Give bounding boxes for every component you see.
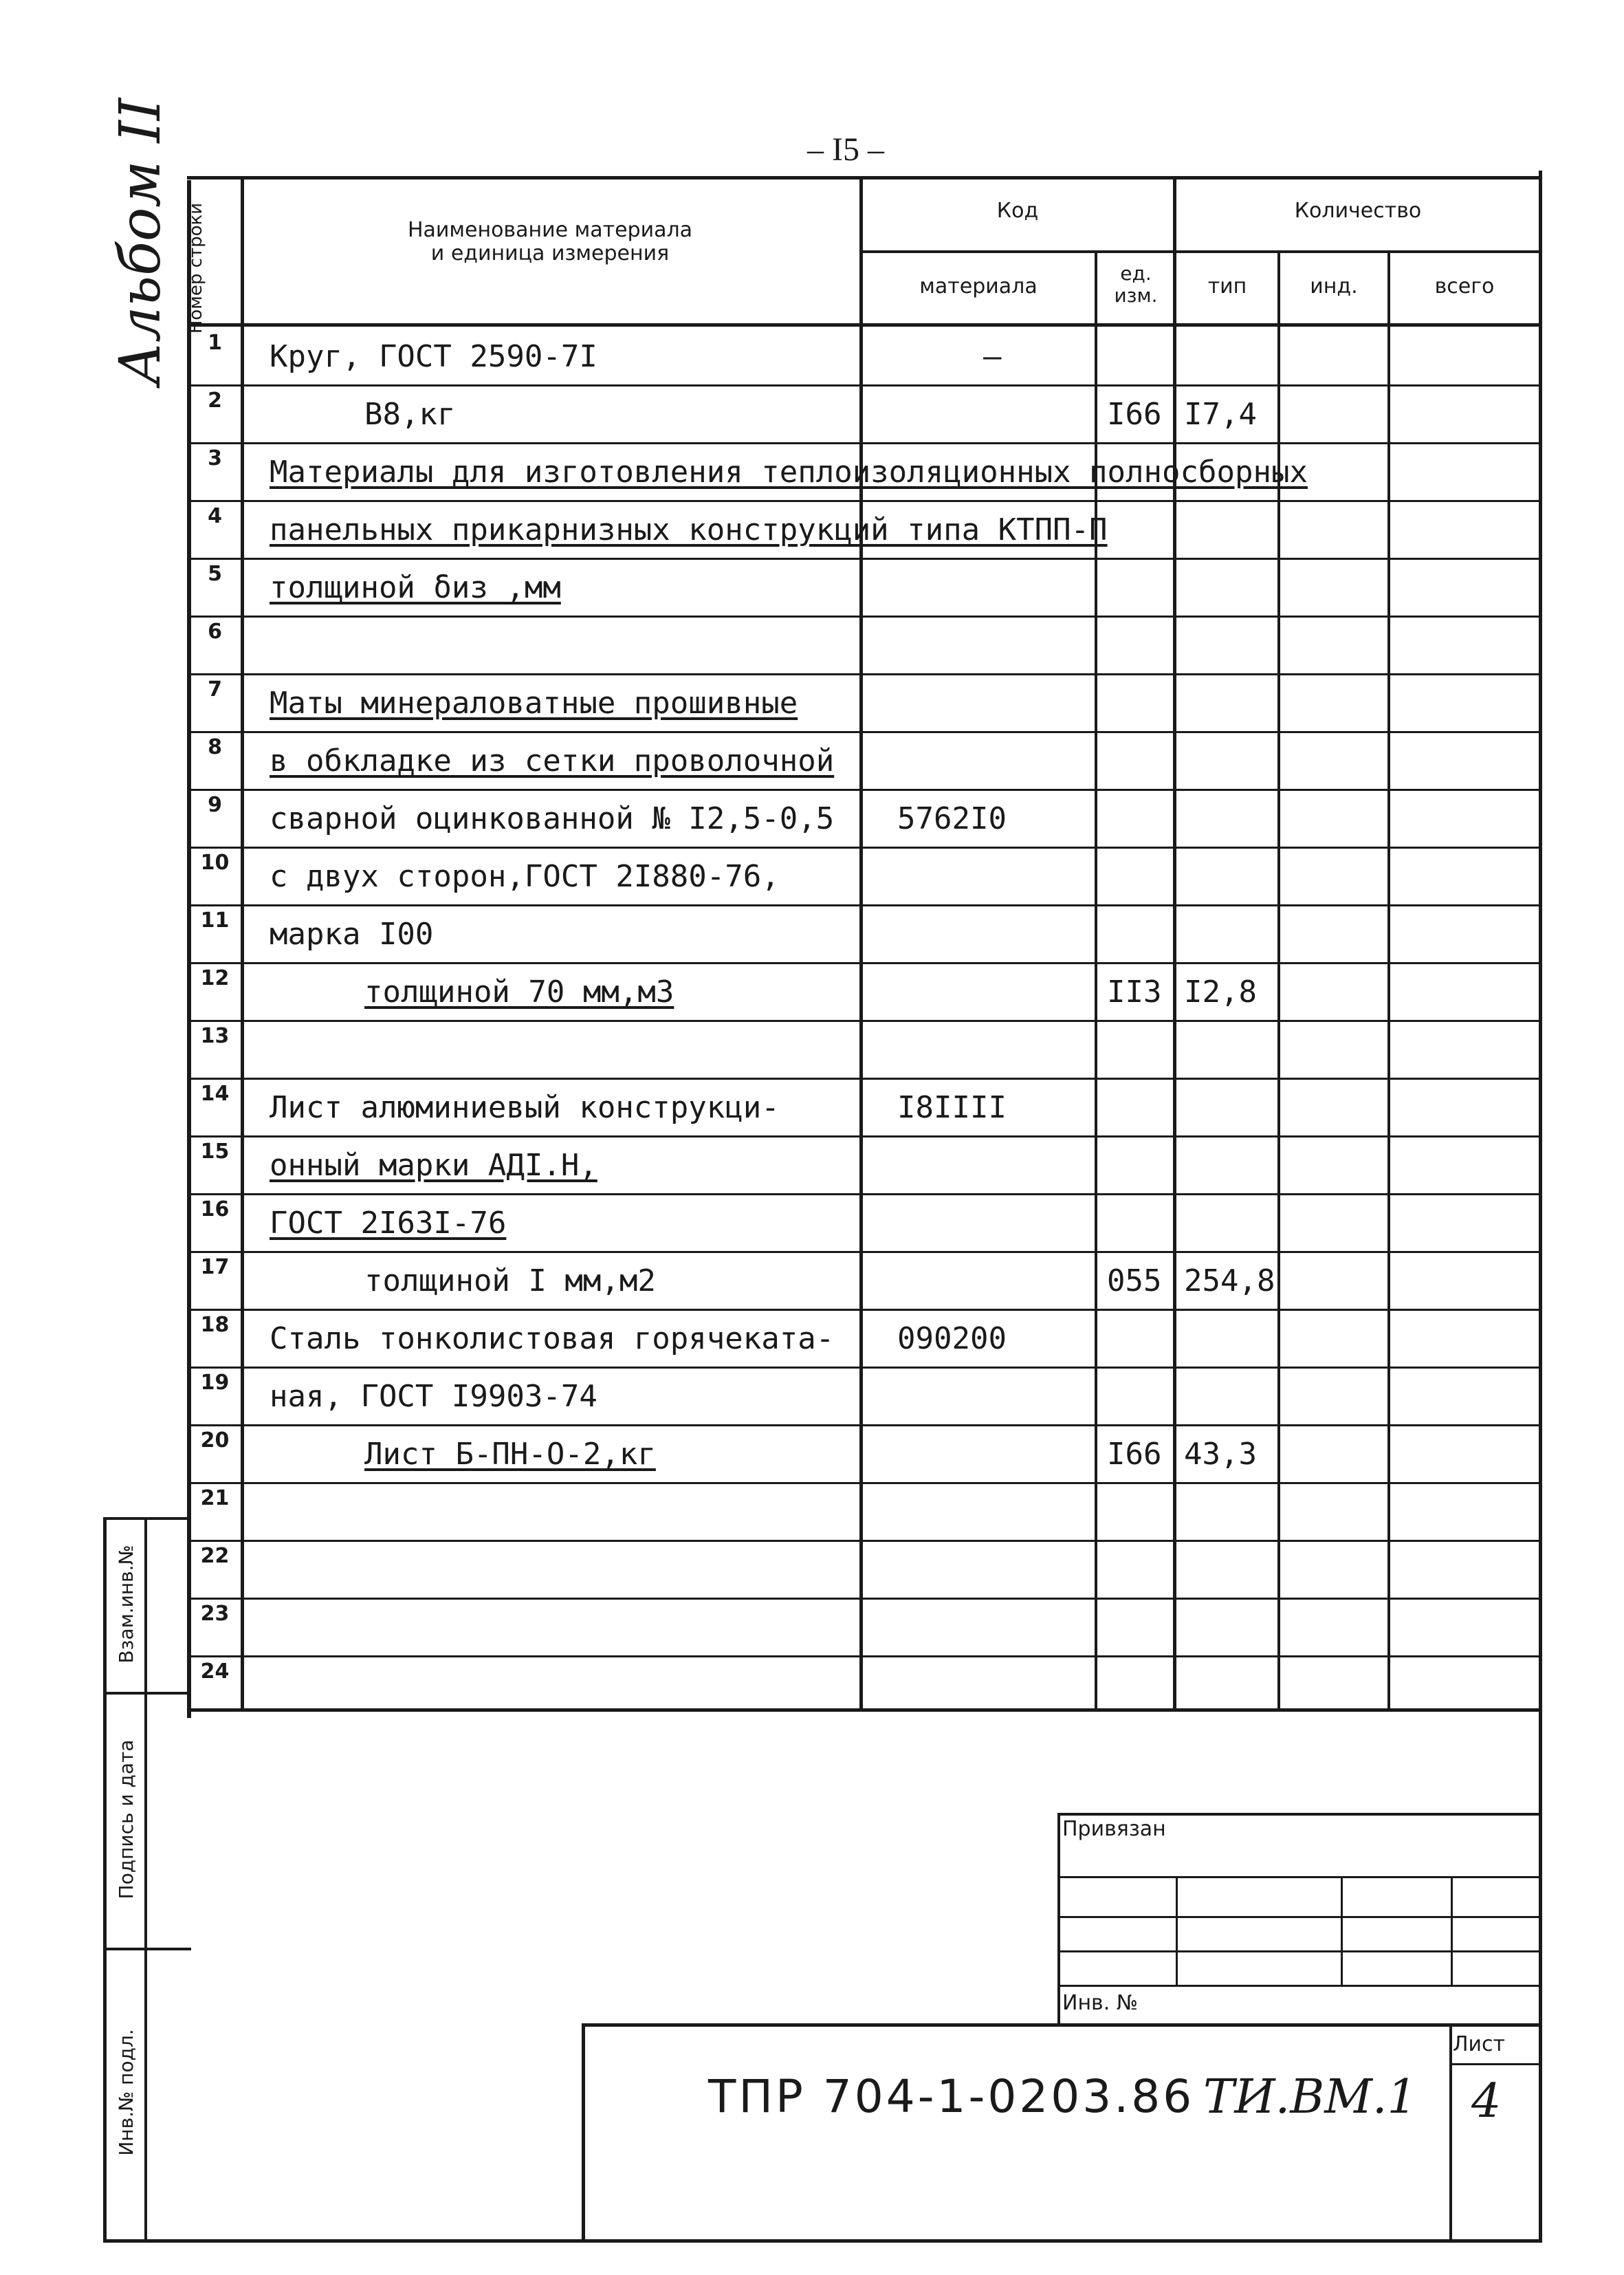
row-line [187, 1020, 1541, 1022]
header-qty-type: тип [1207, 274, 1247, 298]
material-name: толщиной δиз ,мм [270, 570, 561, 605]
material-name: Лист Б-ПН-О-2,кг [364, 1437, 656, 1472]
material-name: с двух сторон,ГОСТ 2I880-76, [270, 859, 780, 894]
material-code: – [983, 339, 1002, 374]
row-number: 14 [200, 1082, 230, 1106]
row-number: 15 [200, 1140, 230, 1164]
material-code: 5762I0 [897, 801, 1007, 836]
stamp-line-4 [1059, 1950, 1540, 1952]
qty-type: 254,8 [1184, 1263, 1275, 1298]
row-number: 5 [208, 562, 222, 586]
stamp-line-5 [1059, 1985, 1540, 1987]
stamp-line-2 [1059, 1876, 1540, 1878]
row-line [187, 1193, 1541, 1195]
row-number: 11 [200, 908, 230, 933]
header-name: Наименование материала и единица измерения [407, 218, 693, 265]
material-name: Круг, ГОСТ 2590-7I [270, 339, 597, 374]
header-qty-group: Количество [1294, 199, 1422, 223]
row-number: 23 [200, 1602, 230, 1626]
row-number: 3 [208, 446, 222, 470]
document-code: ТПР 704-1-0203.86 [708, 2070, 1195, 2123]
row-number: 18 [200, 1313, 230, 1337]
row-line [187, 1598, 1541, 1600]
row-line [187, 1655, 1541, 1657]
material-name: В8,кг [364, 397, 456, 432]
material-name: толщиной I мм,м2 [364, 1263, 656, 1298]
row-line [187, 1482, 1541, 1484]
material-name: панельных прикарнизных конструкций типа КТПП-П [270, 512, 1108, 547]
unit-code: 055 [1107, 1263, 1162, 1298]
qty-type: 43,3 [1184, 1437, 1257, 1472]
row-number: 7 [208, 677, 222, 701]
sheet-box-left [1449, 2025, 1452, 2241]
row-line [187, 1424, 1541, 1426]
side-label-podpis: Подпись и дата [115, 1739, 138, 1900]
side-strip-left-border [103, 1519, 107, 2241]
col-sep-unit [1173, 177, 1176, 1710]
qty-type: I2,8 [1184, 975, 1257, 1010]
stamp-bottom-box-left [582, 2023, 585, 2241]
row-line [187, 904, 1541, 906]
row-line [187, 847, 1541, 849]
header-code-unit: ед. изм. [1114, 262, 1158, 307]
stamp-vline-2 [1341, 1876, 1343, 1986]
unit-code: I66 [1107, 397, 1162, 432]
privyazan-label: Привязан [1062, 1817, 1166, 1841]
row-number: 10 [200, 851, 230, 875]
stamp-vline-1 [1176, 1876, 1178, 1986]
inv-no-label: Инв. № [1062, 1991, 1139, 2015]
row-line [187, 1135, 1541, 1138]
row-line [187, 1251, 1541, 1253]
row-line [187, 1309, 1541, 1311]
row-number: 20 [200, 1428, 230, 1452]
row-number: 4 [208, 504, 222, 528]
side-strip-mid-border [144, 1519, 147, 2241]
side-strip-bottom [103, 2239, 1542, 2243]
header-code-material: материала [919, 274, 1038, 298]
material-name: сварной оцинкованной № I2,5-0,5 [270, 801, 835, 836]
row-line [187, 384, 1541, 387]
stamp-bottom-box-top [583, 2023, 1541, 2027]
material-name: Маты минераловатные прошивные [270, 686, 798, 721]
stamp-top-line [1059, 1813, 1540, 1816]
header-bottom-line [187, 323, 1541, 327]
row-line [187, 962, 1541, 964]
row-number: 1 [208, 331, 222, 355]
header-qty-total: всего [1434, 274, 1495, 298]
row-line [187, 1367, 1541, 1369]
table-border-right [1539, 171, 1542, 2241]
material-name: Лист алюминиевый конструкци- [270, 1090, 780, 1125]
page-number: – I5 – [807, 131, 884, 168]
col-sep-name [859, 177, 863, 1710]
header-mid-line [861, 250, 1540, 253]
row-line [187, 558, 1541, 560]
sheet-box-mid [1451, 2063, 1541, 2065]
material-name: толщиной 70 мм,м3 [364, 975, 674, 1010]
row-number: 16 [200, 1197, 230, 1221]
row-number: 24 [200, 1659, 230, 1684]
unit-code: I66 [1107, 1437, 1162, 1472]
side-label-inv-podl: Инв.№ подл. [115, 2029, 138, 2156]
row-number: 8 [208, 735, 222, 759]
material-name: марка I00 [270, 917, 434, 952]
row-number: 13 [200, 1024, 230, 1048]
material-name: ная, ГОСТ I9903-74 [270, 1379, 597, 1414]
row-line [187, 616, 1541, 618]
header-code-group: Код [996, 199, 1039, 223]
album-label: Альбом II [108, 98, 173, 385]
row-line [187, 731, 1541, 733]
row-number: 21 [200, 1486, 230, 1510]
table-border-top [187, 176, 1541, 179]
material-name: Сталь тонколистовая горячеката- [270, 1321, 835, 1356]
row-line [187, 1078, 1541, 1080]
material-name: ГОСТ 2I63I-76 [270, 1206, 507, 1241]
header-qty-ind: инд. [1310, 274, 1358, 298]
stamp-left-line [1057, 1813, 1060, 2026]
material-name: в обкладке из сетки проволочной [270, 743, 835, 779]
col-sep-ind [1387, 252, 1390, 1710]
col-sep-rowno [241, 177, 244, 1710]
row-line [187, 673, 1541, 675]
row-number: 2 [208, 389, 222, 413]
row-number: 6 [208, 620, 222, 644]
sheet-label: Лист [1453, 2032, 1506, 2056]
sheet-number: 4 [1471, 2074, 1502, 2129]
row-line [187, 789, 1541, 791]
stamp-line-3 [1059, 1916, 1540, 1918]
row-line [187, 442, 1541, 444]
document-suffix: ТИ.ВМ.1 [1203, 2070, 1417, 2124]
side-label-vzam: Взам.инв.№ [115, 1545, 138, 1664]
row-line [187, 1540, 1541, 1542]
material-name: онный марки АДI.Н, [270, 1148, 597, 1183]
qty-type: I7,4 [1184, 397, 1257, 432]
row-number: 9 [208, 793, 222, 817]
material-code: 090200 [897, 1321, 1007, 1356]
row-number: 17 [200, 1255, 230, 1279]
header-row-number: Номер строки [186, 202, 206, 334]
stamp-vline-3 [1451, 1876, 1453, 1986]
row-number: 12 [200, 966, 230, 990]
row-number: 19 [200, 1371, 230, 1395]
material-code: I8IIII [897, 1090, 1007, 1125]
row-line [187, 500, 1541, 502]
unit-code: II3 [1107, 975, 1162, 1010]
table-border-bottom [187, 1708, 1541, 1712]
material-name: Материалы для изготовления теплоизоляционных полносборных [270, 455, 1308, 490]
row-number: 22 [200, 1544, 230, 1568]
